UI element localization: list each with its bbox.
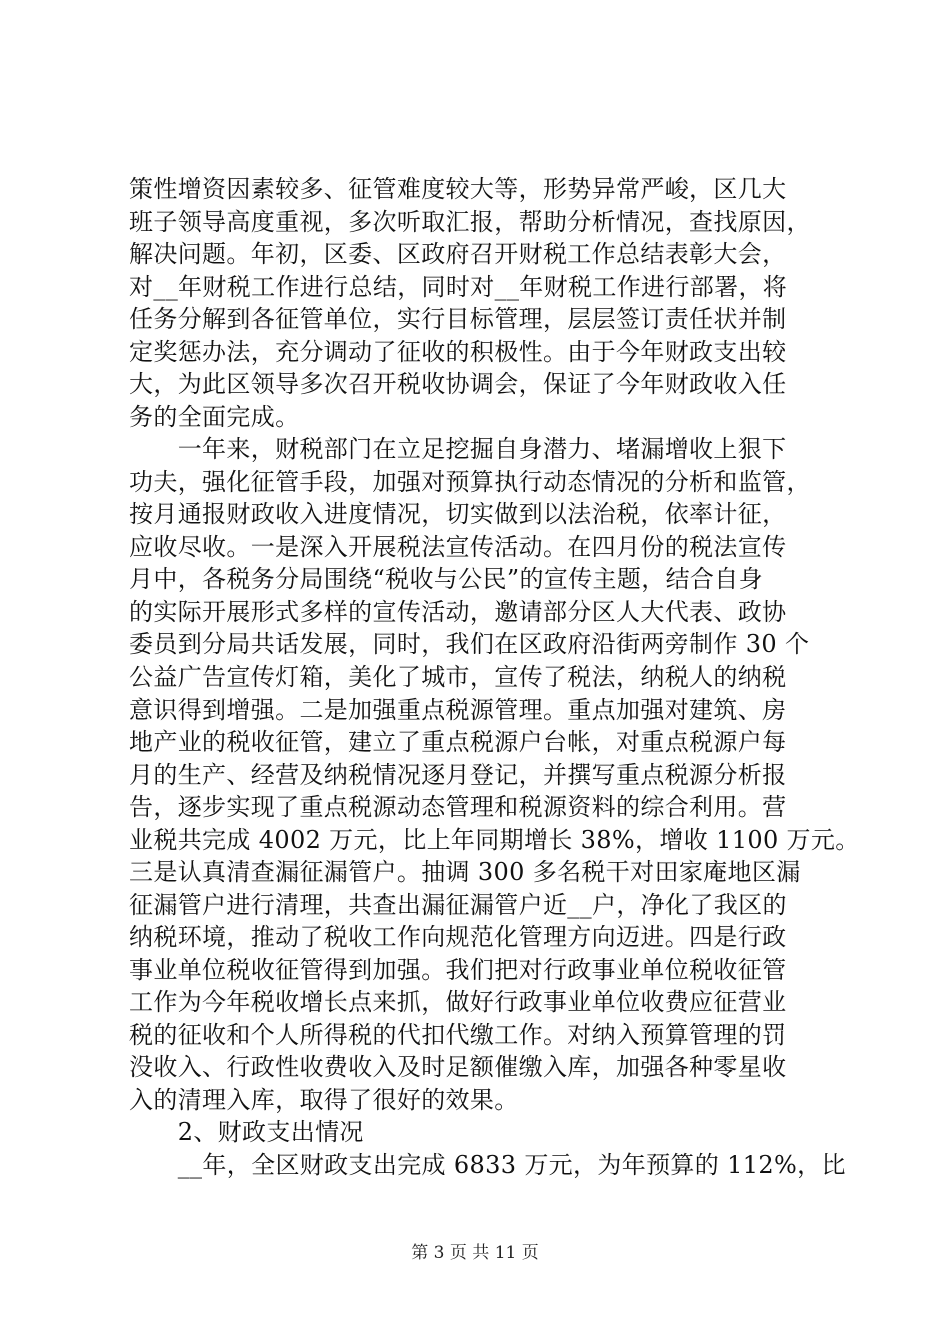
text-line: 按月通报财政收入进度情况，切实做到以法治税，依率计征，	[129, 500, 787, 528]
text-line: __年，全区财政支出完成 6833 万元，为年预算的 112%，比	[129, 1151, 846, 1179]
text-line: 功夫，强化征管手段，加强对预算执行动态情况的分析和监管，	[129, 468, 811, 496]
text-line: 委员到分局共话发展，同时，我们在区政府沿街两旁制作 30 个	[129, 630, 810, 658]
page-number-footer: 第 3 页 共 11 页	[411, 1243, 539, 1263]
text-line: 纳税环境，推动了税收工作向规范化管理方向迈进。四是行政	[129, 923, 787, 951]
text-line: 月的生产、经营及纳税情况逐月登记，并撰写重点税源分析报	[129, 761, 787, 789]
text-line: 一年来，财税部门在立足挖掘自身潜力、堵漏增收上狠下	[129, 435, 787, 463]
text-line: 定奖惩办法，充分调动了征收的积极性。由于今年财政支出较	[129, 338, 787, 366]
text-line: 应收尽收。一是深入开展税法宣传活动。在四月份的税法宣传	[129, 533, 787, 561]
text-line: 解决问题。年初，区委、区政府召开财税工作总结表彰大会，	[129, 240, 787, 268]
text-line: 入的清理入库，取得了很好的效果。	[129, 1086, 519, 1114]
text-line: 对__年财税工作进行总结，同时对__年财税工作进行部署，将	[129, 273, 788, 301]
text-line: 税的征收和个人所得税的代扣代缴工作。对纳入预算管理的罚	[129, 1021, 787, 1049]
text-line: 三是认真清查漏征漏管户。抽调 300 多名税干对田家庵地区漏	[129, 858, 801, 886]
text-line: 征漏管户进行清理，共查出漏征漏管户近__户，净化了我区的	[129, 891, 787, 919]
text-line: 告，逐步实现了重点税源动态管理和税源资料的综合利用。营	[129, 793, 787, 821]
text-line: 工作为今年税收增长点来抓，做好行政事业单位收费应征营业	[129, 988, 787, 1016]
text-line: 地产业的税收征管，建立了重点税源户台帐，对重点税源户每	[129, 728, 787, 756]
text-line: 务的全面完成。	[129, 403, 300, 431]
text-line: 策性增资因素较多、征管难度较大等，形势异常严峻，区几大	[129, 175, 787, 203]
text-line: 的实际开展形式多样的宣传活动，邀请部分区人大代表、政协	[129, 598, 787, 626]
text-line: 意识得到增强。二是加强重点税源管理。重点加强对建筑、房	[129, 696, 787, 724]
text-line: 任务分解到各征管单位，实行目标管理，层层签订责任状并制	[129, 305, 787, 333]
text-line: 大，为此区领导多次召开税收协调会，保证了今年财政收入任	[129, 370, 787, 398]
section-heading: 2、财政支出情况	[129, 1118, 364, 1146]
text-line: 没收入、行政性收费收入及时足额催缴入库，加强各种零星收	[129, 1053, 787, 1081]
text-line: 事业单位税收征管得到加强。我们把对行政事业单位税收征管	[129, 956, 787, 984]
text-line: 班子领导高度重视，多次听取汇报，帮助分析情况，查找原因，	[129, 208, 811, 236]
text-line: 业税共完成 4002 万元，比上年同期增长 38%，增收 1100 万元。	[129, 826, 860, 854]
text-line: 月中，各税务分局围绕“税收与公民”的宣传主题，结合自身	[129, 565, 763, 593]
text-line: 公益广告宣传灯箱，美化了城市，宣传了税法，纳税人的纳税	[129, 663, 787, 691]
